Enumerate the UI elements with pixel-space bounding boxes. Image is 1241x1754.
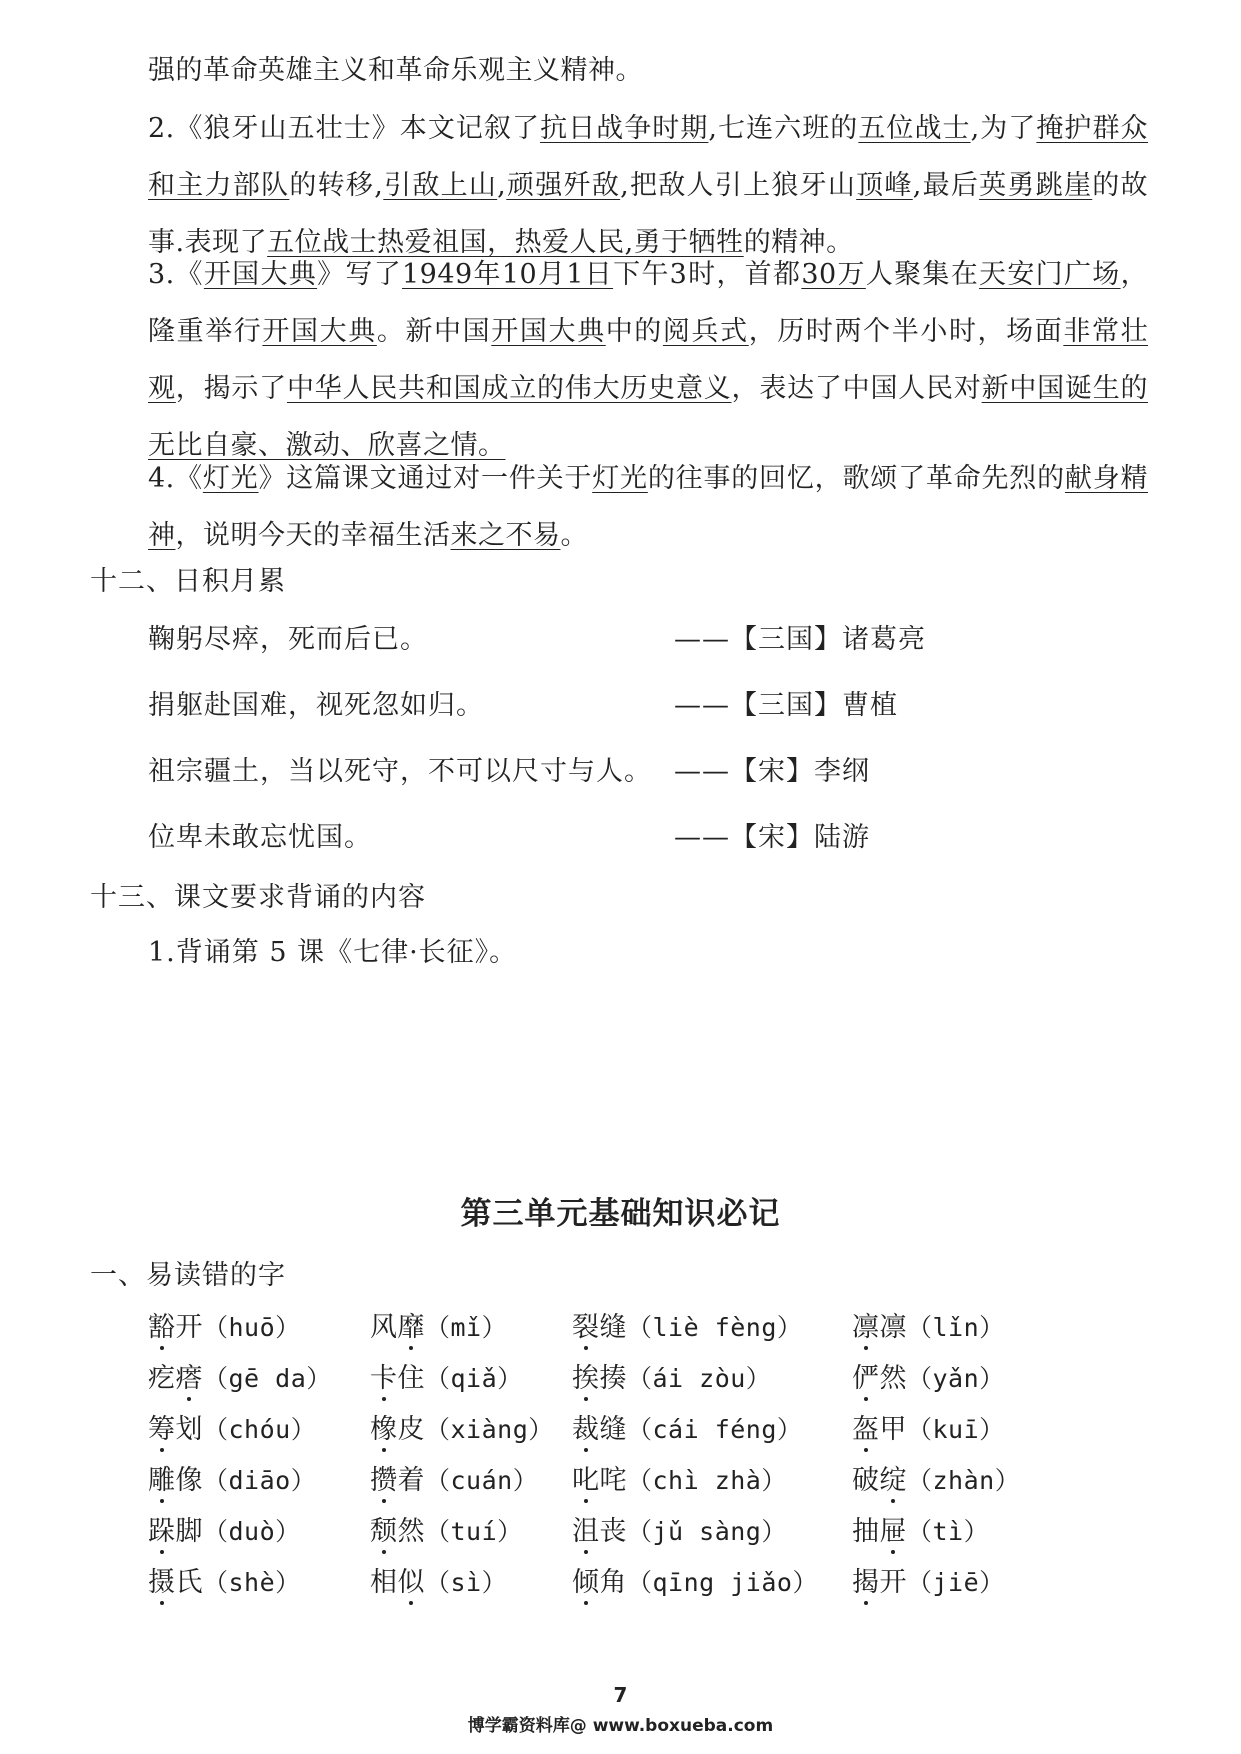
- text-run: 的往事的回忆，歌颂了革命先烈的: [647, 463, 1065, 494]
- paragraph-1-end: 强的革命英雄主义和革命乐观主义精神。: [148, 55, 643, 86]
- word-entry: [852, 1356, 1005, 1395]
- word-entry: [370, 1356, 523, 1395]
- text-run: 人聚集在: [865, 259, 980, 290]
- text-run: 。: [560, 520, 588, 551]
- word-entry: [572, 1560, 818, 1599]
- word: 雕像: [148, 1465, 203, 1496]
- pinyin: （tì）: [907, 1517, 990, 1546]
- word: 相似: [370, 1567, 425, 1598]
- underlined-phrase: 30万: [801, 259, 866, 290]
- quote-text: 祖宗疆土，当以死守，不可以尺寸与人。: [148, 756, 652, 787]
- underlined-phrase: 灯光: [202, 463, 259, 494]
- text-run: 的故事.表现了: [148, 170, 1149, 258]
- text-run: ,把敌人引上狼牙山: [620, 170, 857, 201]
- pinyin: （zhàn）: [907, 1466, 1021, 1495]
- word-entry: [572, 1407, 802, 1446]
- pinyin: （xiàng）: [425, 1415, 554, 1444]
- word: 沮丧: [572, 1516, 627, 1547]
- pinyin: （cuán）: [425, 1466, 539, 1495]
- word: 盔甲: [852, 1414, 907, 1445]
- word-entry: [572, 1509, 787, 1548]
- underlined-phrase: 非常壮观: [148, 316, 1149, 404]
- underlined-phrase: 掩护群众和主力部队: [148, 113, 1149, 201]
- underlined-phrase: 顶峰: [856, 170, 913, 201]
- pinyin: （sì）: [425, 1568, 508, 1597]
- word: 疙瘩: [148, 1363, 203, 1394]
- section-12-heading: 十二、日积月累: [90, 566, 286, 597]
- word-entry: [148, 1305, 301, 1344]
- quote-text: 捐躯赴国难，视死忽如归。: [148, 690, 484, 721]
- word: 凛凛: [852, 1312, 907, 1343]
- quote-text: 鞠躬尽瘁，死而后已。: [148, 624, 428, 655]
- text-run: 的转移,: [289, 170, 384, 201]
- underlined-phrase: 五位战士: [858, 113, 971, 144]
- word-entry: [370, 1560, 507, 1599]
- word-entry: [852, 1407, 1005, 1446]
- word: 豁开: [148, 1312, 203, 1343]
- word-entry: [148, 1560, 301, 1599]
- word: 俨然: [852, 1363, 907, 1394]
- word: 叱咤: [572, 1465, 627, 1496]
- pinyin: （liè fèng）: [627, 1313, 803, 1342]
- underlined-phrase: 灯光: [592, 463, 648, 494]
- text-run: ,最后: [912, 170, 980, 201]
- word-entry: [852, 1458, 1020, 1497]
- pinyin: （chì zhà）: [627, 1466, 787, 1495]
- underlined-phrase: 阅兵式: [662, 316, 749, 347]
- pinyin: （duò）: [203, 1517, 301, 1546]
- word: 抽屉: [852, 1516, 907, 1547]
- quote-author: ——【宋】陆游: [674, 822, 870, 853]
- pinyin: （diāo）: [203, 1466, 317, 1495]
- underlined-phrase: 中华人民共和国成立的伟大历史意义: [286, 373, 732, 404]
- section-13-heading: 十三、课文要求背诵的内容: [90, 882, 426, 913]
- word: 摄氏: [148, 1567, 203, 1598]
- text-run: 。新中国: [376, 316, 492, 347]
- word: 橡皮: [370, 1414, 425, 1445]
- word-entry: [852, 1305, 1005, 1344]
- pinyin: （huō）: [203, 1313, 301, 1342]
- word: 破绽: [852, 1465, 907, 1496]
- pinyin: （jiē）: [907, 1568, 1005, 1597]
- word: 跺脚: [148, 1516, 203, 1547]
- text-run: 中的: [605, 316, 663, 347]
- word: 筹划: [148, 1414, 203, 1445]
- word-entry: [852, 1560, 1005, 1599]
- text-run: ，说明今天的幸福生活: [175, 520, 451, 551]
- text-run: 》写了: [317, 259, 402, 290]
- underlined-phrase: 开国大典: [262, 316, 377, 347]
- pinyin: （tuí）: [425, 1517, 523, 1546]
- word: 倾角: [572, 1567, 627, 1598]
- underlined-phrase: 顽强歼敌: [506, 170, 621, 201]
- word: 裂缝: [572, 1312, 627, 1343]
- quote-author: ——【三国】曹植: [674, 690, 898, 721]
- word-entry: [852, 1509, 989, 1548]
- underlined-phrase: 热爱祖国，热爱人民,勇于牺牲: [377, 227, 744, 258]
- pinyin: （chóu）: [203, 1415, 317, 1444]
- underlined-phrase: 英勇跳崖: [979, 170, 1093, 201]
- text-run: ,: [497, 170, 507, 201]
- word: 裁缝: [572, 1414, 627, 1445]
- word: 攒着: [370, 1465, 425, 1496]
- word: 颓然: [370, 1516, 425, 1547]
- pinyin: （qīng jiǎo）: [627, 1568, 818, 1597]
- page-number: 7: [613, 1683, 628, 1707]
- word: 卡住: [370, 1363, 425, 1394]
- underlined-phrase: 五位战士: [267, 227, 378, 258]
- text-run: ，揭示了: [175, 373, 287, 404]
- text-run: ，表达了中国人民对: [731, 373, 982, 404]
- underlined-phrase: 引敌上山: [383, 170, 498, 201]
- pinyin: （shè）: [203, 1568, 301, 1597]
- word-entry: [370, 1458, 538, 1497]
- text-run: ，隆重举行: [148, 259, 1149, 347]
- pinyin: （kuī）: [907, 1415, 1005, 1444]
- pinyin: （qiǎ）: [425, 1364, 523, 1393]
- word-entry: [148, 1458, 316, 1497]
- text-run: 》这篇课文通过对一件关于: [258, 463, 593, 494]
- text-run: 4.《: [148, 463, 203, 494]
- word: 揭开: [852, 1567, 907, 1598]
- underlined-phrase: 1949年10月1日: [402, 259, 614, 290]
- word: 挨揍: [572, 1363, 627, 1394]
- word-entry: [572, 1356, 771, 1395]
- text-run: 下午3时，首都: [613, 259, 802, 290]
- text-run: 2.《狼牙山五壮士》本文记叙了: [148, 113, 541, 144]
- underlined-phrase: 天安门广场: [979, 259, 1121, 290]
- word-entry: [370, 1509, 523, 1548]
- quote-author: ——【宋】李纲: [674, 756, 870, 787]
- word-entry: [370, 1407, 554, 1446]
- underlined-phrase: 开国大典: [203, 259, 318, 290]
- unit-title: 第三单元基础知识必记: [460, 1196, 781, 1232]
- word-entry: [148, 1407, 316, 1446]
- pinyin: （ái zòu）: [627, 1364, 772, 1393]
- text-run: ，历时两个半小时，场面: [748, 316, 1064, 347]
- underlined-phrase: 抗日战争时期: [540, 113, 709, 144]
- footer-watermark: 博学霸资料库@ www.boxueba.com: [467, 1716, 774, 1736]
- pinyin: （yǎn）: [907, 1364, 1005, 1393]
- pinyin: （lǐn）: [907, 1313, 1005, 1342]
- pinyin: （cái féng）: [627, 1415, 803, 1444]
- underlined-phrase: 献身精神: [148, 463, 1149, 551]
- quote-author: ——【三国】诸葛亮: [674, 624, 926, 655]
- word-entry: [370, 1305, 507, 1344]
- text-run: 3.《: [148, 259, 204, 290]
- text-run: ,七连六班的: [708, 113, 859, 144]
- section-1-heading: 一、易读错的字: [90, 1260, 286, 1291]
- text-run: 的精神。: [743, 227, 854, 258]
- word-entry: [572, 1305, 802, 1344]
- word-entry: [148, 1356, 332, 1395]
- paragraph-3: [148, 246, 1148, 474]
- paragraph-4: [148, 450, 1148, 564]
- word: 风靡: [370, 1312, 425, 1343]
- underlined-phrase: 开国大典: [491, 316, 606, 347]
- pinyin: （mǐ）: [425, 1313, 508, 1342]
- quote-text: 位卑未敢忘忧国。: [148, 822, 372, 853]
- pinyin: （gē da）: [203, 1364, 332, 1393]
- recitation-item: 1.背诵第 5 课《七律·长征》。: [148, 937, 518, 968]
- word-entry: [572, 1458, 787, 1497]
- pinyin: （jǔ sàng）: [627, 1517, 787, 1546]
- underlined-phrase: 新中国诞生的无比自豪、激动、欣喜之情。: [148, 373, 1149, 461]
- underlined-phrase: 来之不易: [450, 520, 561, 551]
- word-entry: [148, 1509, 301, 1548]
- text-run: ,为了: [970, 113, 1037, 144]
